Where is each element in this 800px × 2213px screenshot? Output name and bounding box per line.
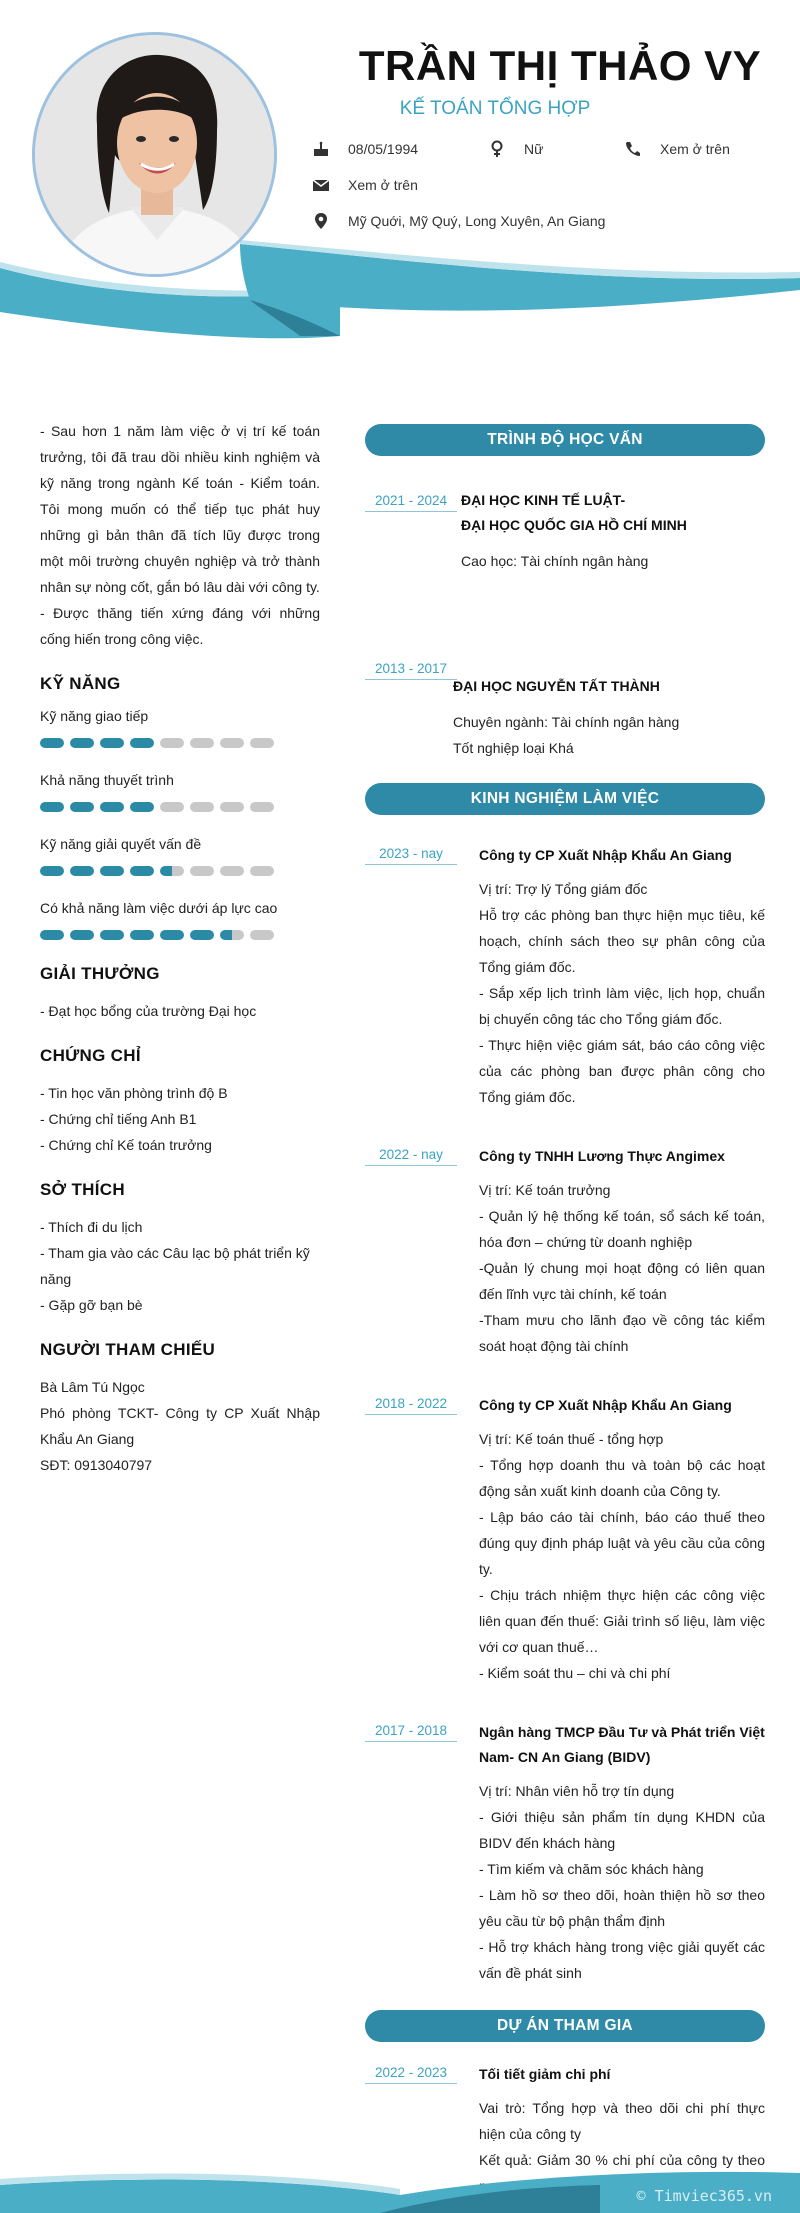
person-portrait-icon bbox=[35, 35, 277, 277]
experience-entry bbox=[365, 1144, 765, 1359]
phone-value: Xem ở trên bbox=[660, 141, 730, 157]
job-duty: - Kiểm soát thu – chi và chi phí bbox=[479, 1665, 671, 1681]
project-detail: Kết quả: Giảm 30 % chi phí của công ty theo bbox=[479, 2152, 765, 2168]
job-duty: - Thực hiện việc giám sát, báo cáo công việc của các phòng ban được phân công cho Tổng giám đốc. bbox=[479, 1037, 765, 1105]
school-name-2: ĐẠI HỌC QUỐC GIA HỒ CHÍ MINH bbox=[461, 517, 687, 533]
rating-dot bbox=[190, 738, 214, 748]
job-title: KẾ TOÁN TỔNG HỢP bbox=[399, 98, 591, 119]
rating-dot bbox=[190, 930, 214, 940]
rating-dot bbox=[220, 930, 244, 940]
awards-heading: GIẢI THƯỞNG bbox=[40, 964, 160, 983]
certificates-heading: CHỨNG CHỈ bbox=[40, 1046, 141, 1065]
phone-icon bbox=[624, 140, 642, 158]
location-pin-icon bbox=[312, 212, 330, 230]
rating-dot bbox=[100, 738, 124, 748]
hobby-item: - Thích đi du lịch bbox=[40, 1219, 143, 1235]
education-date: 2021 - 2024 bbox=[365, 493, 457, 512]
rating-dot bbox=[130, 802, 154, 812]
job-duty: - Quản lý hệ thống kế toán, sổ sách kế toán, hóa đơn – chứng từ doanh nghiệp bbox=[479, 1208, 765, 1250]
company-name: Công ty CP Xuất Nhập Khẩu An Giang bbox=[479, 847, 732, 863]
job-position: Vị trí: Nhân viên hỗ trợ tín dụng bbox=[479, 1783, 675, 1799]
skill-name: Khả năng thuyết trình bbox=[40, 772, 174, 788]
rating-dot bbox=[130, 866, 154, 876]
hobbies-heading: SỞ THÍCH bbox=[40, 1180, 125, 1199]
contact-row-3 bbox=[312, 212, 605, 230]
school-name: ĐẠI HỌC NGUYỄN TẤT THÀNH bbox=[453, 678, 660, 694]
left-column bbox=[40, 418, 320, 1478]
certificate-item: - Chứng chỉ Kế toán trưởng bbox=[40, 1137, 212, 1153]
experience-heading: KINH NGHIỆM LÀM VIỆC bbox=[365, 783, 765, 815]
rating-dot bbox=[70, 802, 94, 812]
job-duty: - Tổng hợp doanh thu và toàn bộ các hoạt động sản xuất kinh doanh của Công ty. bbox=[479, 1457, 765, 1499]
job-duty: -Quản lý chung mọi hoạt động có liên quan đến lĩnh vực tài chính, kế toán bbox=[479, 1260, 765, 1302]
rating-dot bbox=[160, 866, 184, 876]
experience-date: 2023 - nay bbox=[365, 846, 457, 865]
rating-dot bbox=[70, 930, 94, 940]
project-name: Tối tiết giảm chi phí bbox=[479, 2066, 611, 2082]
address-value: Mỹ Quới, Mỹ Quý, Long Xuyên, An Giang bbox=[348, 213, 606, 229]
project-date: 2022 - 2023 bbox=[365, 2065, 457, 2084]
company-name: Công ty TNHH Lương Thực Angimex bbox=[479, 1148, 725, 1164]
candidate-name: TRẦN THỊ THẢO VY bbox=[358, 42, 762, 89]
hobby-item: - Gặp gỡ bạn bè bbox=[40, 1297, 143, 1313]
rating-dot bbox=[220, 802, 244, 812]
brand-watermark: © Timviec365.vn bbox=[636, 2187, 772, 2205]
education-detail: Cao học: Tài chính ngân hàng bbox=[461, 553, 649, 569]
rating-dot bbox=[40, 738, 64, 748]
education-entry bbox=[365, 488, 765, 574]
gender-icon bbox=[488, 140, 506, 158]
rating-dot bbox=[160, 930, 184, 940]
skill-rating bbox=[40, 738, 320, 748]
rating-dot bbox=[40, 930, 64, 940]
job-duty: - Sắp xếp lịch trình làm việc, lịch họp, chuẩn bị chuyến công tác cho Tổng giám đốc. bbox=[479, 985, 765, 1027]
birthday-value: 08/05/1994 bbox=[348, 141, 419, 157]
skill-name: Có khả năng làm việc dưới áp lực cao bbox=[40, 900, 278, 916]
rating-dot bbox=[70, 866, 94, 876]
rating-dot bbox=[100, 802, 124, 812]
rating-dot bbox=[250, 866, 274, 876]
job-position: Vị trí: Trợ lý Tổng giám đốc bbox=[479, 881, 648, 897]
school-name: ĐẠI HỌC KINH TẾ LUẬT- bbox=[461, 492, 626, 508]
certificate-item: - Tin học văn phòng trình độ B bbox=[40, 1085, 228, 1101]
references-heading: NGƯỜI THAM CHIẾU bbox=[40, 1340, 216, 1359]
skill-rating bbox=[40, 866, 320, 876]
rating-dot bbox=[130, 930, 154, 940]
education-date: 2013 - 2017 bbox=[365, 661, 457, 680]
contact-row-1 bbox=[312, 140, 766, 158]
rating-dot bbox=[100, 930, 124, 940]
experience-entry bbox=[365, 1393, 765, 1686]
award-item: - Đạt học bổng của trường Đại học bbox=[40, 1003, 257, 1019]
rating-dot bbox=[250, 738, 274, 748]
birthday-cake-icon bbox=[312, 140, 330, 158]
job-duty: - Hỗ trợ khách hàng trong việc giải quyết các vấn đề phát sinh bbox=[479, 1939, 765, 1981]
skill-rating bbox=[40, 802, 320, 812]
job-duty: - Làm hồ sơ theo dõi, hoàn thiện hồ sơ theo yêu cầu từ bộ phận thẩm định bbox=[479, 1887, 765, 1929]
job-position: Vị trí: Kế toán trưởng bbox=[479, 1182, 611, 1198]
project-detail: Vai trò: Tổng hợp và theo dõi chi phí thực hiện của công ty bbox=[479, 2100, 765, 2142]
education-detail: Tốt nghiệp loại Khá bbox=[453, 740, 574, 756]
education-detail: Chuyên ngành: Tài chính ngân hàng bbox=[453, 714, 680, 730]
job-duty: - Lập báo cáo tài chính, báo cáo thuế theo đúng quy định pháp luật và yêu cầu của công ty. bbox=[479, 1509, 765, 1577]
email-value: Xem ở trên bbox=[348, 177, 418, 193]
skill-rating bbox=[40, 930, 320, 940]
company-name: Ngân hàng TMCP Đầu Tư và Phát triển Việt Nam- CN An Giang (BIDV) bbox=[479, 1724, 765, 1765]
rating-dot bbox=[190, 866, 214, 876]
reference-name: Bà Lâm Tú Ngọc bbox=[40, 1379, 145, 1395]
rating-dot bbox=[160, 738, 184, 748]
rating-dot bbox=[40, 802, 64, 812]
job-duty: Hỗ trợ các phòng ban thực hiện mục tiêu, kế hoạch, chính sách theo sự phân công của Tổng giám đốc. bbox=[479, 907, 765, 975]
job-position: Vị trí: Kế toán thuế - tổng hợp bbox=[479, 1431, 664, 1447]
rating-dot bbox=[40, 866, 64, 876]
hobby-item: - Tham gia vào các Câu lạc bộ phát triển kỹ năng bbox=[40, 1245, 310, 1287]
rating-dot bbox=[100, 866, 124, 876]
skill-name: Kỹ năng giải quyết vấn đề bbox=[40, 836, 202, 852]
rating-dot bbox=[250, 930, 274, 940]
rating-dot bbox=[130, 738, 154, 748]
gender-value: Nữ bbox=[524, 141, 544, 157]
skills-list bbox=[40, 708, 320, 940]
skills-heading: KỸ NĂNG bbox=[40, 674, 121, 693]
profile-photo bbox=[32, 32, 277, 277]
experience-entry bbox=[365, 1720, 765, 1986]
company-name: Công ty CP Xuất Nhập Khẩu An Giang bbox=[479, 1397, 732, 1413]
skill-name: Kỹ năng giao tiếp bbox=[40, 708, 149, 724]
projects-heading: DỰ ÁN THAM GIA bbox=[365, 2010, 765, 2042]
reference-position: Phó phòng TCKT- Công ty CP Xuất Nhập Khẩu An Giang bbox=[40, 1405, 320, 1447]
rating-dot bbox=[160, 802, 184, 812]
cv-header bbox=[0, 0, 800, 350]
career-objective: - Sau hơn 1 năm làm việc ở vị trí kế toán trưởng, tôi đã trau dồi nhiều kinh nghiệm và kỹ năng trong ngành Kế toán - Kiểm toán. Tôi mong muốn có thể tiếp tục phát huy những gì bản thân đã tích lũy được trong một môi trường chuyên nghiệp và trở thành nhân sự nòng cốt, gắn bó lâu dài với công ty. bbox=[40, 423, 320, 595]
cv-footer bbox=[0, 2165, 800, 2213]
job-duty: -Tham mưu cho lãnh đạo về công tác kiểm soát hoạt động tài chính bbox=[479, 1312, 765, 1354]
rating-dot bbox=[220, 738, 244, 748]
experience-date: 2018 - 2022 bbox=[365, 1396, 457, 1415]
job-duty: - Chịu trách nhiệm thực hiện các công việc liên quan đến thuế: Giải trình số liệu, làm việc với cơ quan thuế… bbox=[479, 1587, 765, 1655]
right-column bbox=[365, 424, 765, 2199]
reference-phone: SĐT: 0913040797 bbox=[40, 1457, 153, 1473]
rating-dot bbox=[250, 802, 274, 812]
rating-dot bbox=[70, 738, 94, 748]
experience-date: 2022 - nay bbox=[365, 1147, 457, 1166]
job-duty: - Tìm kiếm và chăm sóc khách hàng bbox=[479, 1861, 704, 1877]
education-heading: TRÌNH ĐỘ HỌC VẤN bbox=[365, 424, 765, 456]
contact-row-2 bbox=[312, 176, 418, 194]
rating-dot bbox=[190, 802, 214, 812]
experience-entry bbox=[365, 843, 765, 1110]
experience-list bbox=[365, 843, 765, 1986]
career-objective-2: - Được thăng tiến xứng đáng với những cống hiến trong công việc. bbox=[40, 605, 320, 647]
job-duty: - Giới thiệu sản phẩm tín dụng KHDN của BIDV đến khách hàng bbox=[479, 1809, 765, 1851]
experience-date: 2017 - 2018 bbox=[365, 1723, 457, 1742]
education-entry bbox=[365, 660, 765, 761]
email-icon bbox=[312, 176, 330, 194]
certificate-item: - Chứng chỉ tiếng Anh B1 bbox=[40, 1111, 197, 1127]
rating-dot bbox=[220, 866, 244, 876]
